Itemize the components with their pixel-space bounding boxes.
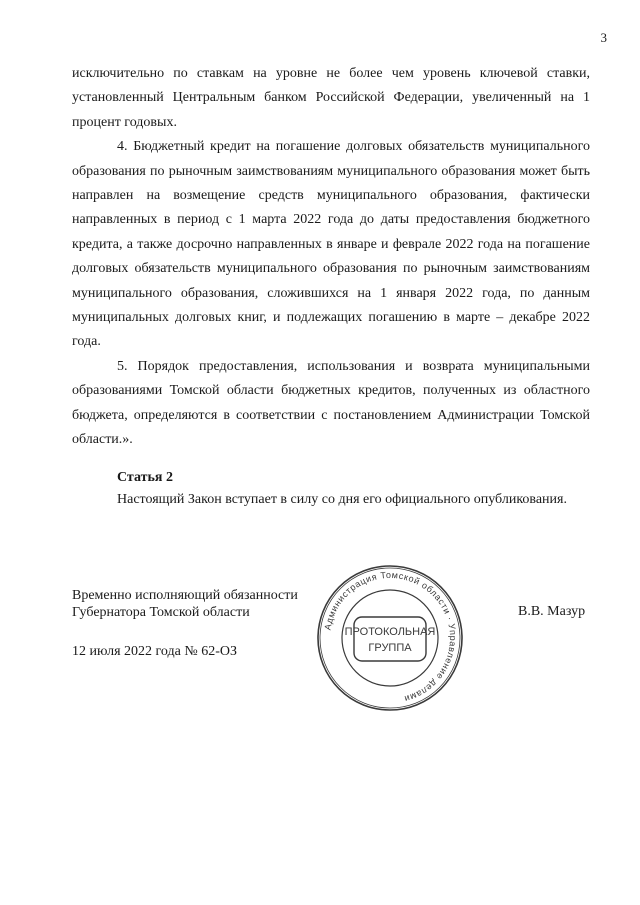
signer-name: В.В. Мазур xyxy=(518,604,586,619)
article-2-block xyxy=(117,467,567,511)
paragraph-continuation: исключительно по ставкам на уровне не более чем уровень ключевой ставки, установленный Центральным банком Российской Федерации, увеличенный на 1 процент годовых. xyxy=(72,66,590,130)
signer-position-line-2: Губернатора Томской области xyxy=(72,605,250,620)
paragraph-item-5: 5. Порядок предоставления, использования и возврата муниципальными образованиями Томской области бюджетных кредитов, полученных из областного бюджета, определяются в соответствии с постановлением Администрации Томской области.». xyxy=(72,358,590,448)
document-body xyxy=(72,62,590,453)
official-stamp-icon xyxy=(314,562,466,714)
signer-position-line-1: Временно исполняющий обязанности xyxy=(72,588,298,603)
paragraph-item-4: 4. Бюджетный кредит на погашение долговых обязательств муниципального образования по рыночным заимствованиям муниципального образования может быть направлен на возмещение средств муниципального образования, фактически направленных в период с 1 марта 2022 года до даты предоставления бюджетного кредита, а также досрочно направленных в январе и феврале 2022 года на погашение долговых обязательств муниципального образования по рыночным заимствованиям муниципального образования, сложившихся на 1 января 2022 года, по данным муниципальных долговых книг, и подлежащих погашению в марте – декабре 2022 года. xyxy=(72,139,590,350)
stamp-center-line-2: ГРУППА xyxy=(368,642,412,654)
article-title: Статья 2 xyxy=(117,470,173,485)
article-text: Настоящий Закон вступает в силу со дня его официального опубликования. xyxy=(117,492,567,507)
stamp-ring-text: Администрация Томской области · Управление делами xyxy=(322,569,459,705)
law-date-number: 12 июля 2022 года № 62-ОЗ xyxy=(72,644,237,659)
signature-block xyxy=(72,587,298,660)
stamp-center-line-1: ПРОТОКОЛЬНАЯ xyxy=(344,626,436,638)
page-number: 3 xyxy=(600,30,607,45)
